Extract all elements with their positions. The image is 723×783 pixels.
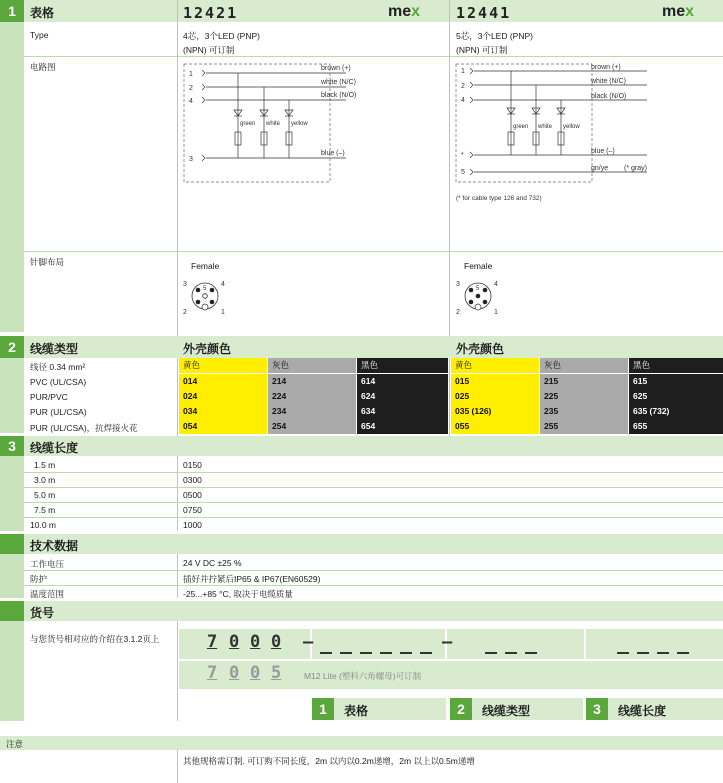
pin-label: 5 xyxy=(476,286,480,292)
led-label: white xyxy=(266,121,281,127)
cable-code: 014 xyxy=(179,374,267,389)
row-divider xyxy=(24,472,723,473)
cable-code: 054 xyxy=(179,419,267,434)
legend-tab-cable-length xyxy=(586,698,723,720)
section-1-title: 表格 xyxy=(30,6,55,20)
part-digit: 0 xyxy=(250,632,261,652)
cable-row-label: PUR/PVC xyxy=(30,392,68,402)
part-slot xyxy=(505,652,517,654)
wire-label: black (N/O) xyxy=(591,93,627,100)
cable-code: 034 xyxy=(179,404,267,419)
part-number-reference: 与您货号相对应的介绍在3.1.2页上 xyxy=(30,634,160,644)
led-label: green xyxy=(240,121,256,127)
logo-x: x xyxy=(411,3,421,20)
pin-label: 1 xyxy=(221,309,225,316)
length-code: 0750 xyxy=(183,505,202,515)
cable-row-label: PVC (UL/CSA) xyxy=(30,377,87,387)
product-1-type-line2: (NPN) 可订制 xyxy=(183,45,235,55)
length-code: 0300 xyxy=(183,475,202,485)
legend-tab-label: 线缆长度 xyxy=(618,704,667,718)
logo-text: me xyxy=(662,3,686,20)
product-2-pin-layout xyxy=(453,276,503,320)
row-divider xyxy=(24,251,723,252)
part-slot xyxy=(485,652,497,654)
part-slot xyxy=(525,652,537,654)
product-1-type-line1: 4芯，3个LED (PNP) xyxy=(183,31,260,41)
product-2-cable-note: (* for cable type 126 and 732) xyxy=(456,195,542,202)
cable-spec-label: 线径 0.34 mm² xyxy=(30,362,86,372)
wire-label: white (N/C) xyxy=(591,78,627,85)
cable-code: 224 xyxy=(268,389,356,404)
cable-code: 635 (732) xyxy=(629,404,723,419)
length-code: 0500 xyxy=(183,490,202,500)
part-digit: 7 xyxy=(207,663,218,683)
notes-title: 注意 xyxy=(6,739,24,749)
pin-label: 3 xyxy=(183,281,187,288)
part-separator: – xyxy=(303,632,314,652)
cable-code: 624 xyxy=(357,389,448,404)
header-black: 黑色 xyxy=(357,358,448,373)
cable-row-label: PUR (UL/CSA)，抗焊接火花 xyxy=(30,423,138,433)
wire-label: blue (–) xyxy=(321,150,345,157)
column-divider xyxy=(177,456,178,531)
cable-code: 035 (126) xyxy=(451,404,539,419)
product-2-housing-color-title: 外壳颜色 xyxy=(456,342,505,356)
tech-label: 防护 xyxy=(30,574,48,584)
pin-label: 4 xyxy=(221,281,225,288)
length-code: 0150 xyxy=(183,460,202,470)
pin-number: 5 xyxy=(461,169,465,176)
tech-label: 温度范围 xyxy=(30,589,65,599)
product-2-female-label: Female xyxy=(464,261,493,271)
length-label: 10.0 m xyxy=(30,520,56,530)
length-label: 3.0 m xyxy=(34,475,56,485)
part-digit: 0 xyxy=(250,663,261,683)
product-2-circuit-diagram xyxy=(452,58,652,208)
part-slot xyxy=(360,652,372,654)
logo-x: x xyxy=(685,3,695,20)
header-yellow: 黄色 xyxy=(451,358,539,373)
row-divider xyxy=(24,502,723,503)
column-divider xyxy=(177,621,178,721)
pin-label: 1 xyxy=(494,309,498,316)
product-1-female-label: Female xyxy=(191,261,220,271)
part-digit: 7 xyxy=(207,632,218,652)
product-2-logo xyxy=(662,3,694,21)
cable-code: 234 xyxy=(268,404,356,419)
product-1-logo xyxy=(388,3,420,21)
part-code-divider xyxy=(584,629,586,659)
pin-label: 2 xyxy=(183,309,187,316)
led-label: green xyxy=(513,124,529,130)
column-divider xyxy=(177,554,178,598)
pin-number: * xyxy=(461,152,464,159)
wire-label: brown (+) xyxy=(321,65,351,72)
product-1-circuit-diagram xyxy=(180,58,357,186)
part-slot xyxy=(320,652,332,654)
tech-marker xyxy=(0,534,24,554)
column-divider xyxy=(177,0,178,436)
section-1-number: 1 xyxy=(0,0,24,22)
part-slot xyxy=(637,652,649,654)
product-2-type-line1: 5芯，3个LED (PNP) xyxy=(456,31,533,41)
part-slot xyxy=(420,652,432,654)
part-digit: 0 xyxy=(229,663,240,683)
wire-label: white (N/C) xyxy=(321,79,357,86)
pinout-label: 针脚布局 xyxy=(30,257,65,267)
notes-header xyxy=(0,736,723,750)
cable-code: 655 xyxy=(629,419,723,434)
product-1-housing-color-title: 外壳颜色 xyxy=(183,342,232,356)
pin-number: 1 xyxy=(461,68,465,75)
pin-number: 3 xyxy=(189,156,193,163)
legend-tab-cable-type xyxy=(450,698,583,720)
legend-tab-format xyxy=(312,698,446,720)
part-slot xyxy=(380,652,392,654)
header-yellow: 黄色 xyxy=(179,358,267,373)
part-header xyxy=(24,601,723,621)
tech-header xyxy=(24,534,723,554)
pin-number: 4 xyxy=(461,97,465,104)
cable-code: 634 xyxy=(357,404,448,419)
part-digit: 5 xyxy=(271,663,282,683)
notes-text: 其他规格需订制. 可订购不同长度，2m 以内以0.2m递增，2m 以上以0.5m递增 xyxy=(183,756,475,766)
cable-code: 654 xyxy=(357,419,448,434)
wire-label: brown (+) xyxy=(591,64,621,71)
wire-label: gn/ye xyxy=(591,165,609,172)
pin-number: 4 xyxy=(189,98,193,105)
pin-label: 2 xyxy=(456,309,460,316)
cable-code: 215 xyxy=(540,374,628,389)
part-separator: – xyxy=(442,632,453,652)
row-divider xyxy=(24,56,723,57)
section-3-header xyxy=(24,436,723,456)
led-label: yellow xyxy=(291,121,308,127)
pin-label: 4 xyxy=(494,281,498,288)
header-grey: 灰色 xyxy=(268,358,356,373)
part-variant-note: M12 Lite (塑料六角螺母)可订制 xyxy=(304,671,422,681)
cable-row-label: PUR (UL/CSA) xyxy=(30,407,87,417)
row-divider xyxy=(24,487,723,488)
product-1-pin-layout xyxy=(180,276,230,320)
type-label: Type xyxy=(30,30,49,40)
cable-code: 625 xyxy=(629,389,723,404)
length-code: 1000 xyxy=(183,520,202,530)
tech-value: 24 V DC ±25 % xyxy=(183,558,242,568)
column-divider xyxy=(449,0,450,436)
part-slot xyxy=(657,652,669,654)
circuit-label: 电路图 xyxy=(30,62,56,72)
cable-code: 254 xyxy=(268,419,356,434)
legend-tab-number: 1 xyxy=(312,698,334,720)
logo-text: me xyxy=(388,3,412,20)
cable-code: 214 xyxy=(268,374,356,389)
cable-code: 255 xyxy=(540,419,628,434)
wire-label: (* gray) xyxy=(624,165,647,172)
pin-number: 2 xyxy=(189,85,193,92)
part-slot xyxy=(677,652,689,654)
section-2-title: 线缆类型 xyxy=(30,342,79,356)
column-divider xyxy=(177,750,178,783)
cable-code: 614 xyxy=(357,374,448,389)
wire-label: blue (–) xyxy=(591,148,615,155)
legend-tab-number: 3 xyxy=(586,698,608,720)
product-2-id: 12441 xyxy=(456,4,512,22)
part-slot xyxy=(617,652,629,654)
section-3-number: 3 xyxy=(0,436,24,456)
tech-title: 技术数据 xyxy=(30,539,79,553)
cable-code: 235 xyxy=(540,404,628,419)
cable-code: 225 xyxy=(540,389,628,404)
pin-number: 1 xyxy=(189,71,193,78)
section-2-number: 2 xyxy=(0,336,24,358)
cable-code: 615 xyxy=(629,374,723,389)
section-1-header xyxy=(24,0,723,22)
product-2-type-line2: (NPN) 可订制 xyxy=(456,45,508,55)
cable-code: 015 xyxy=(451,374,539,389)
part-digit: 0 xyxy=(229,632,240,652)
pin-label: 3 xyxy=(456,281,460,288)
row-divider xyxy=(24,570,723,571)
part-digit: 0 xyxy=(271,632,282,652)
cable-code: 055 xyxy=(451,419,539,434)
part-slot xyxy=(340,652,352,654)
part-slot xyxy=(400,652,412,654)
row-divider xyxy=(24,585,723,586)
length-label: 5.0 m xyxy=(34,490,56,500)
legend-tab-label: 表格 xyxy=(344,704,369,718)
header-grey: 灰色 xyxy=(540,358,628,373)
led-label: yellow xyxy=(563,124,580,130)
wire-label: black (N/O) xyxy=(321,92,357,99)
legend-tab-label: 线缆类型 xyxy=(482,704,531,718)
header-black: 黑色 xyxy=(629,358,723,373)
section-1-strip xyxy=(0,0,24,332)
row-divider xyxy=(24,517,723,518)
length-label: 7.5 m xyxy=(34,505,56,515)
cable-code: 025 xyxy=(451,389,539,404)
length-label: 1.5 m xyxy=(34,460,56,470)
part-marker xyxy=(0,601,24,621)
part-title: 货号 xyxy=(30,606,55,620)
tech-value: 插好并拧紧后IP65 & IP67(EN60529) xyxy=(183,574,321,584)
product-1-id: 12421 xyxy=(183,4,239,22)
cable-code: 024 xyxy=(179,389,267,404)
led-label: white xyxy=(538,124,553,130)
pin-label: 5 xyxy=(203,286,207,292)
tech-label: 工作电压 xyxy=(30,559,65,569)
section-2-header xyxy=(24,336,723,358)
tech-value: -25...+85 °C, 取决于电缆质量 xyxy=(183,589,293,599)
legend-tab-number: 2 xyxy=(450,698,472,720)
pin-number: 2 xyxy=(461,83,465,90)
section-3-title: 线缆长度 xyxy=(30,441,79,455)
part-code-row-alt xyxy=(179,661,723,689)
